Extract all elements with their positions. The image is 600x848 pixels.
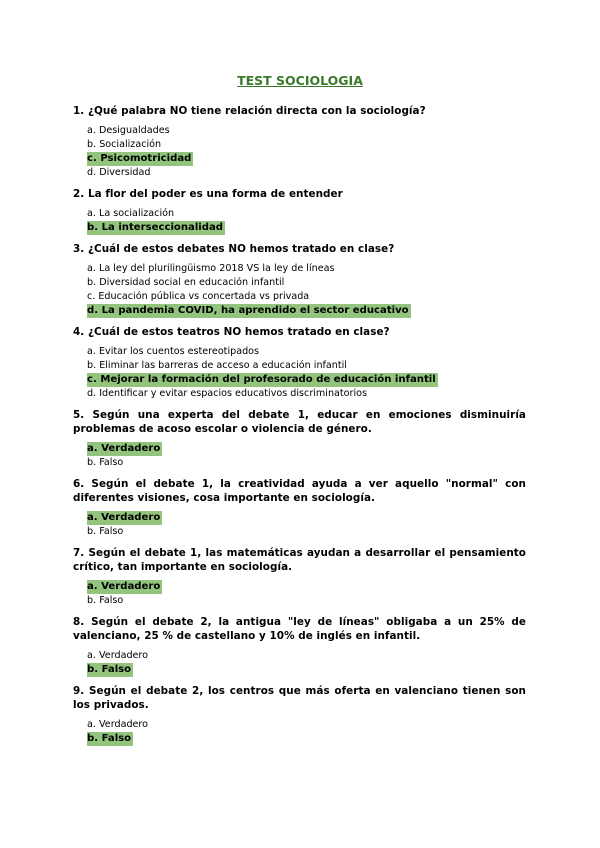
answer-option: a. La ley del plurilingüismo 2018 VS la ley de líneas <box>87 263 335 274</box>
answer-option: a. Evitar los cuentos estereotipados <box>87 346 260 357</box>
correct-answer-option: c. Psicomotricidad <box>87 153 192 164</box>
correct-answer-option: a. Verdadero <box>87 581 161 592</box>
question-text: 6. Según el debate 1, la creatividad ayuda a ver aquello "normal" con diferentes visiones, cosa importante en sociología. <box>73 478 526 504</box>
question-text: 4. ¿Cuál de estos teatros NO hemos tratado en clase? <box>73 326 390 338</box>
question-2 <box>73 187 526 233</box>
answer-option: d. Diversidad <box>87 167 151 178</box>
question-text: 5. Según una experta del debate 1, educar en emociones disminuiría problemas de acoso escolar o violencia de género. <box>73 409 526 435</box>
question-text: 3. ¿Cuál de estos debates NO hemos tratado en clase? <box>73 243 395 255</box>
question-6 <box>73 477 526 537</box>
question-list <box>73 104 526 753</box>
answer-option: d. Identificar y evitar espacios educativos discriminatorios <box>87 388 368 399</box>
answer-option: a. Verdadero <box>87 650 149 661</box>
answer-option: b. Falso <box>87 526 124 537</box>
answer-option: c. Educación pública vs concertada vs privada <box>87 291 310 302</box>
question-text: 9. Según el debate 2, los centros que más oferta en valenciano tienen son los privados. <box>73 685 526 711</box>
answer-option: b. Falso <box>87 457 124 468</box>
answer-option: b. Socialización <box>87 139 162 150</box>
answer-option: b. Eliminar las barreras de acceso a educación infantil <box>87 360 347 371</box>
correct-answer-option: a. Verdadero <box>87 512 161 523</box>
page-title: TEST SOCIOLOGIA <box>237 73 363 88</box>
question-5 <box>73 408 526 468</box>
correct-answer-option: b. La interseccionalidad <box>87 222 224 233</box>
question-text: 2. La flor del poder es una forma de entender <box>73 188 343 200</box>
correct-answer-option: a. Verdadero <box>87 443 161 454</box>
question-3 <box>73 242 526 316</box>
correct-answer-option: c. Mejorar la formación del profesorado de educación infantil <box>87 374 436 385</box>
correct-answer-option: b. Falso <box>87 733 132 744</box>
question-text: 1. ¿Qué palabra NO tiene relación directa con la sociología? <box>73 105 426 117</box>
answer-option: b. Falso <box>87 595 124 606</box>
correct-answer-option: b. Falso <box>87 664 132 675</box>
answer-option: a. Verdadero <box>87 719 149 730</box>
answer-option: a. La socialización <box>87 208 175 219</box>
question-8 <box>73 615 526 675</box>
question-1 <box>73 104 526 178</box>
question-text: 8. Según el debate 2, la antigua "ley de líneas" obligaba a un 25% de valenciano, 25 % de castellano y 10% de inglés en infantil. <box>73 616 526 642</box>
question-4 <box>73 325 526 399</box>
question-9 <box>73 684 526 744</box>
question-text: 7. Según el debate 1, las matemáticas ayudan a desarrollar el pensamiento crítico, tan importante en sociología. <box>73 547 526 573</box>
correct-answer-option: d. La pandemia COVID, ha aprendido el sector educativo <box>87 305 409 316</box>
answer-option: a. Desigualdades <box>87 125 170 136</box>
answer-option: b. Diversidad social en educación infantil <box>87 277 285 288</box>
question-7 <box>73 546 526 606</box>
